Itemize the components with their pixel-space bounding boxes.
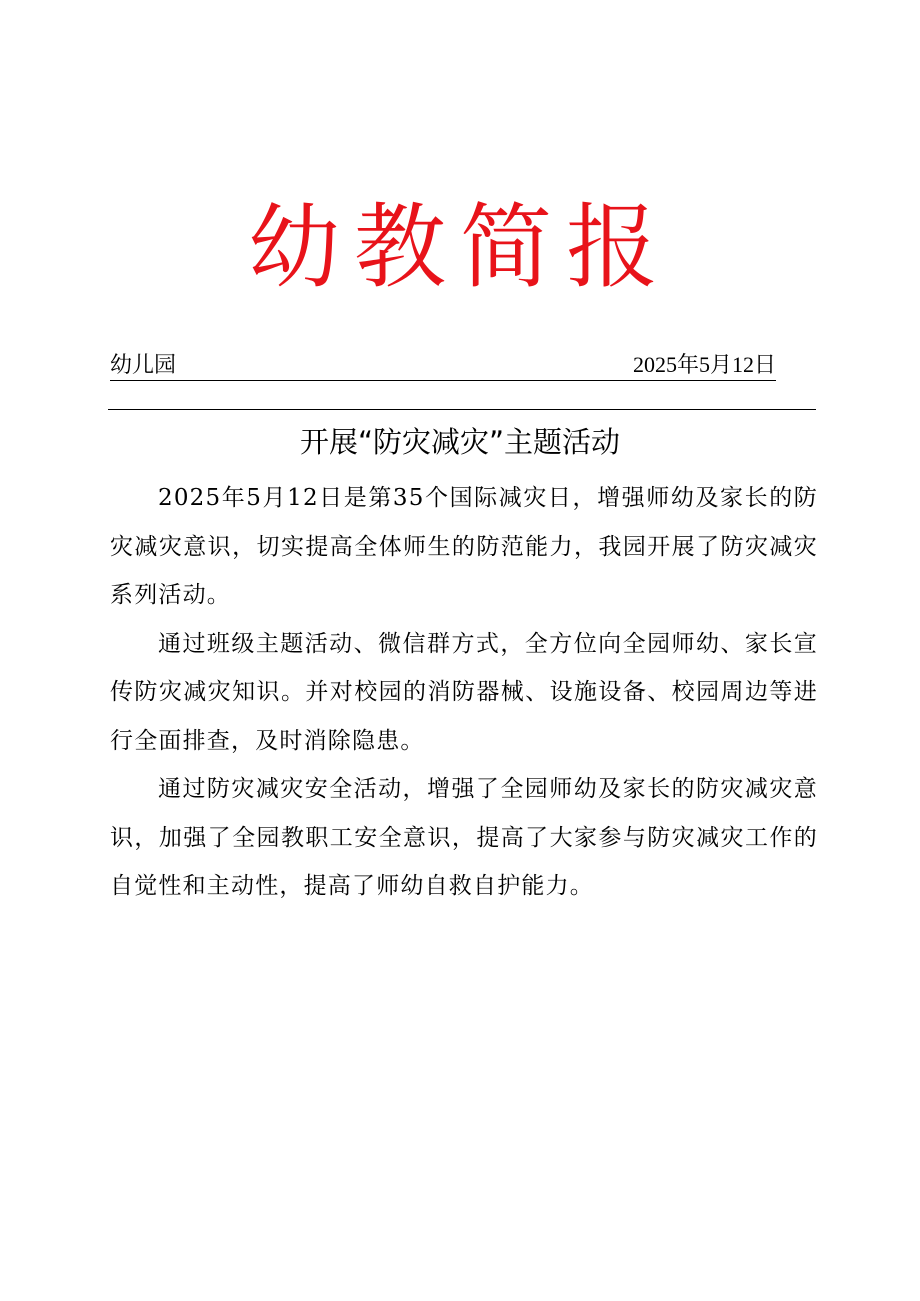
- article-body: [110, 474, 818, 911]
- article-title: 开展“防灾减灾”主题活动: [299, 425, 621, 459]
- paragraph-1: 2025年5月12日是第35个国际减灾日，增强师幼及家长的防灾减灾意识，切实提高全体师生的防范能力，我园开展了防灾减灾系列活动。: [110, 485, 818, 608]
- school-name: 幼儿园: [110, 352, 177, 377]
- issue-date: 2025年5月12日: [632, 352, 776, 377]
- paragraph-3: 通过防灾减灾安全活动，增强了全园师幼及家长的防灾减灾意识，加强了全园教职工安全意识，提高了大家参与防灾减灾工作的自觉性和主动性，提高了师幼自救自护能力。: [110, 776, 818, 899]
- header-divider: [108, 409, 816, 410]
- paragraph-2: 通过班级主题活动、微信群方式，全方位向全园师幼、家长宣传防灾减灾知识。并对校园的消防器械、设施设备、校园周边等进行全面排查，及时消除隐患。: [110, 630, 818, 754]
- issue-info-line: [110, 350, 776, 381]
- masthead-title: 幼教简报: [247, 194, 672, 301]
